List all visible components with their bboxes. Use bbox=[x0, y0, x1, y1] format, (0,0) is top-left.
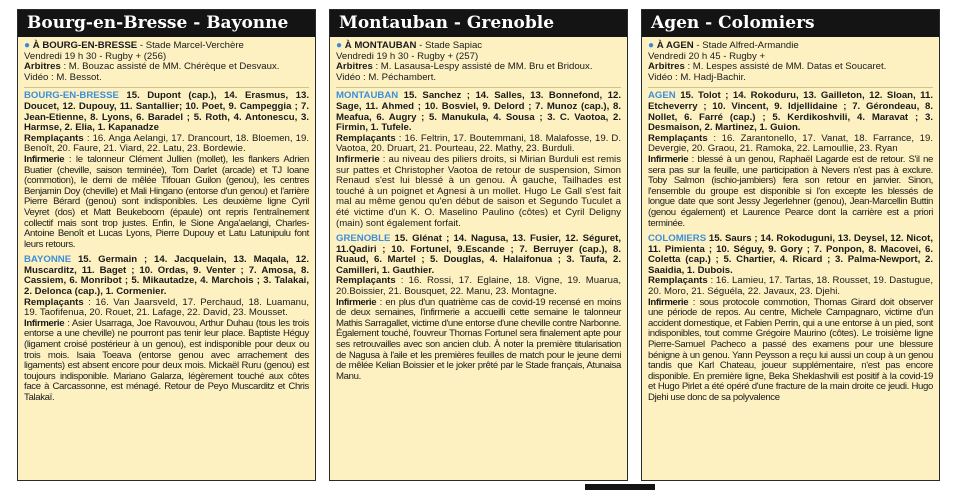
team-injuries: Infirmerie : au niveau des piliers droits, si Mirian Burduli est remis sur pattes et Christopher Vaotoa de retour de suspension, Simon Renaud s'est lui blessé à un genou. À gauche, Tailhades est touché à un poignet et Agnesi à un mollet. Hugo Le Gall s'est fait mal au même genou qu'en début de saison et Segundo Tuculet a été victime d'un K. O. Maselino Paulino (côtes) et Cyril Deligny (main) sont également forfait. bbox=[336, 153, 621, 229]
venue-line: ● À AGEN - Stade Alfred-Armandie bbox=[648, 40, 799, 51]
video-referee: Vidéo : M. Péchambert. bbox=[336, 71, 437, 83]
match-column-montauban-grenoble bbox=[329, 9, 628, 481]
team-lineup: COLOMIERS 15. Saurs ; 14. Rokoduguni, 13. Deysel, 12. Nicot, 11. Pimienta ; 10. Séguy, 9. Gory ; 7. Ponpon, 8. Macovei, 6. Coletta (cap.) ; 5. Chartier, 4. Ricard ; 3. Palma-Newport, 2. Saaidia, 1. Dubois. bbox=[648, 233, 933, 276]
team-lineup: GRENOBLE 15. Glénat ; 14. Nagusa, 13. Fusier, 12. Séguret, 11.Qadiri ; 10. Fortunel, 9.Escande ; 7. Berruyer (cap.), 8. Ruaud, 6. Martel ; 5. Douglas, 4. Halaifonua ; 3. Taufa, 2. Camilleri, 1. Gauthier. bbox=[336, 233, 621, 276]
referees: Arbitres : M. Lespes assisté de MM. Datas et Soucaret. bbox=[648, 61, 887, 73]
kickoff-time: Vendredi 20 h 45 - Rugby + bbox=[648, 50, 766, 62]
bullet-dot-icon: ● bbox=[648, 40, 655, 51]
team-injuries: Infirmerie : en plus d'un quatrième cas de covid-19 recensé en moins de deux semaines, l'infirmerie a accueilli cette semaine le talonneur Mathis Sarragallet, victime d'une entorse d'une cheville contre Narbonne. Également touché, l'ouvreur Thomas Fortunel sera finalement apte pour ses retrouvailles avec son ancien club. À noter la première titularisation de Nagusa à l'aile et les premières feuilles de match pour le jeune demi de mêlée Kelian Boissier et le joker prêté par le Stade français, Atunaisa Manu. bbox=[336, 296, 621, 382]
kickoff-time: Vendredi 19 h 30 - Rugby + (256) bbox=[24, 50, 167, 62]
team-lineup: BAYONNE 15. Germain ; 14. Jacquelain, 13. Maqala, 12. Muscarditz, 11. Baget ; 10. Ordas, 9. Venter ; 7. Amosa, 8. Cassiem, 6. Monribot ; 5. Mikautadze, 4. Marchois ; 3. Talakai, 2. Delonca (cap.), 1. Cormenier. bbox=[24, 254, 309, 298]
team-lineup: AGEN 15. Tolot ; 14. Rokoduru, 13. Gailleton, 12. Sloan, 11. Etcheverry ; 10. Vincent, 9. Idjellidaine ; 7. Gérondeau, 8. Nollet, 6. Farré (cap.) ; 5. Kerdikoshvili, 4. Maravat ; 3. Desmaison, 2. Martinez, 1. Guion. bbox=[648, 90, 933, 134]
team-lineup: BOURG-EN-BRESSE 15. Dupont (cap.), 14. Erasmus, 13. Doucet, 12. Dupouy, 11. Santallier; 10. Poet, 9. Campeggia ; 7. Jean-Etienne, 8. Lyons, 6. Baradel ; 5. Roth, 4. Antonescu, 3. Harmse, 2. Elia, 1. Kapanadze bbox=[24, 90, 309, 134]
team-substitutes: Remplaçants : 16. Rossi, 17. Eglaine, 18. Vigne, 19. Muarua, 20.Boissier, 21. Bousquet, 22. Manu, 23. Montagne. bbox=[336, 275, 621, 298]
kickoff-time: Vendredi 19 h 30 - Rugby + (257) bbox=[336, 50, 479, 62]
footer-tab-decoration bbox=[585, 484, 655, 490]
video-referee: Vidéo : M. Bessot. bbox=[24, 71, 102, 83]
divider bbox=[336, 87, 621, 88]
referees: Arbitres : M. Lasausa-Lespy assisté de MM. Bru et Bridoux. bbox=[336, 61, 593, 73]
match-column-agen-colomiers bbox=[641, 9, 940, 481]
team-substitutes: Remplaçants : 16. Zarantonello, 17. Vanat, 18. Farrance, 19. Devergie, 20. Graou, 21. Ramoka, 22. Lamoullie, 23. Ryan bbox=[648, 132, 933, 155]
team-injuries: Infirmerie : le talonneur Clément Jullien (mollet), les flankers Adrien Buatier (cheville, saison terminée), Tom Darlet (arcade) et TJ Ioane (commotion), le demi de mêlée Tifouan Guilon (genou), les centres Benjamin Doy (cheville) et Mali Hingano (entorse d'un genou) et l'arrière Pierre Bérard (genou) sont indisponibles. Les deuxième ligne Cyril Veyret (dos) et Matt Beukeboom (épaule) ont repris l'entraînement collectif mais sont trop justes. Enfin, le Sione Anga'aelangi, Charles-Antoine Benoît et Lucas Lyons, Pierre Dupouy et Latu Latunipulu font leurs retours. bbox=[24, 153, 309, 250]
team-lineup: MONTAUBAN 15. Sanchez ; 14. Salles, 13. Bonnefond, 12. Sage, 11. Ahmed ; 10. Bosviel, 9. Delord ; 7. Munoz (cap.), 8. Meafua, 6. Augry ; 5. Manukula, 4. Sousa ; 3. C. Vaotoa, 2. Firmin, 1. Tufele. bbox=[336, 90, 621, 134]
match-title: Bourg-en-Bresse - Bayonne bbox=[18, 10, 315, 37]
team-substitutes: Remplaçants : 16. Feltrin, 17. Boutemmani, 18. Malafosse, 19. D. Vaotoa, 20. Druart, 21. Pourteau, 22. Mathy, 23. Burduli. bbox=[336, 132, 621, 155]
team-substitutes: Remplaçants : 16. Lamieu, 17. Tartas, 18. Rousset, 19. Dastugue, 20. Moro, 21. Séguéla, 22. Javaux, 23. Djehi. bbox=[648, 275, 933, 298]
team-substitutes: Remplaçants : 16. Anga Aelangi, 17. Drancourt, 18. Bloemen, 19. Benoît, 20. Faure, 21. Viard, 22. Latu, 23. Bordewie. bbox=[24, 132, 309, 155]
team-injuries: Infirmerie : Asier Usarraga, Joe Ravouvou, Arthur Duhau (tous les trois entorse a une cheville) ne pourront pas tenir leur place. Baptiste Héguy (ligament croisé postérieur à un genou), est indisponible pour deux ou trois mois. Isaia Toeava (entorse genou avec arrachement des ligaments) est absent encore pour deux mois. Mickaël Ruru (genou) est toujours indisponible. Mariano Galarza, légèrement touché aux côtes face à Carcassonne, est ménagé. Retour de Peyo Muscarditz et Chris Talakaï. bbox=[24, 317, 309, 403]
bullet-dot-icon: ● bbox=[336, 40, 343, 51]
match-title: Montauban - Grenoble bbox=[330, 10, 627, 37]
venue-line: ● À BOURG-EN-BRESSE - Stade Marcel-Verchère bbox=[24, 40, 244, 51]
match-column-bourg-bayonne bbox=[17, 9, 316, 481]
team-substitutes: Remplaçants : 16. Van Jaarsveld, 17. Perchaud, 18. Luamanu, 19. Taofifenua, 20. Rouet, 21. Lafage, 22. David, 23. Mousset. bbox=[24, 296, 309, 319]
video-referee: Vidéo : M. Hadj-Bachir. bbox=[648, 71, 746, 83]
team-injuries: Infirmerie : blessé à un genou, Raphaël Lagarde est de retour. S'il ne sera pas sur la feuille, une participation à Nevers n'est pas à exclure. Toby Salmon (ischio-jambiers) fera son retour en janvier. Sinon, l'ensemble du groupe est disponible si l'on excepte les blessés de longue date que sont Jessy Jegerlehner (genou), Jean-Marcellin Buttin (genou également) et Laurence Pearce dont la carrière est a priori terminée. bbox=[648, 153, 933, 229]
bullet-dot-icon: ● bbox=[24, 40, 31, 51]
match-title: Agen - Colomiers bbox=[642, 10, 939, 37]
venue-line: ● À MONTAUBAN - Stade Sapiac bbox=[336, 40, 483, 51]
team-injuries: Infirmerie : sous protocole commotion, Thomas Girard doit observer une période de repos. Au centre, Michele Campagnaro, victime d'un accident domestique, et Fabien Perrin, qui a une entorse à un pied, sont indisponibles, tout comme Grégoire Maurino (côtes). Le troisième ligne Pierre-Samuel Pacheco a passé des examens pour une blessure bénigne à un genou. Yann Peysson a reçu lui aussi un coup à un genou tandis que Karl Chateau, joueur supplémentaire, n'est pas encore disponible. En première ligne, Beka Sheklashvili est positif à la covid-19 et Hugo Pirlet a été opéré d'une fracture de la main droite ce jeudi. Hugo Djehi use donc de sa polyvalence bbox=[648, 296, 933, 403]
referees: Arbitres : M. Bouzac assisté de MM. Chérèque et Desvaux. bbox=[24, 61, 280, 73]
divider bbox=[24, 87, 309, 88]
divider bbox=[648, 87, 933, 88]
